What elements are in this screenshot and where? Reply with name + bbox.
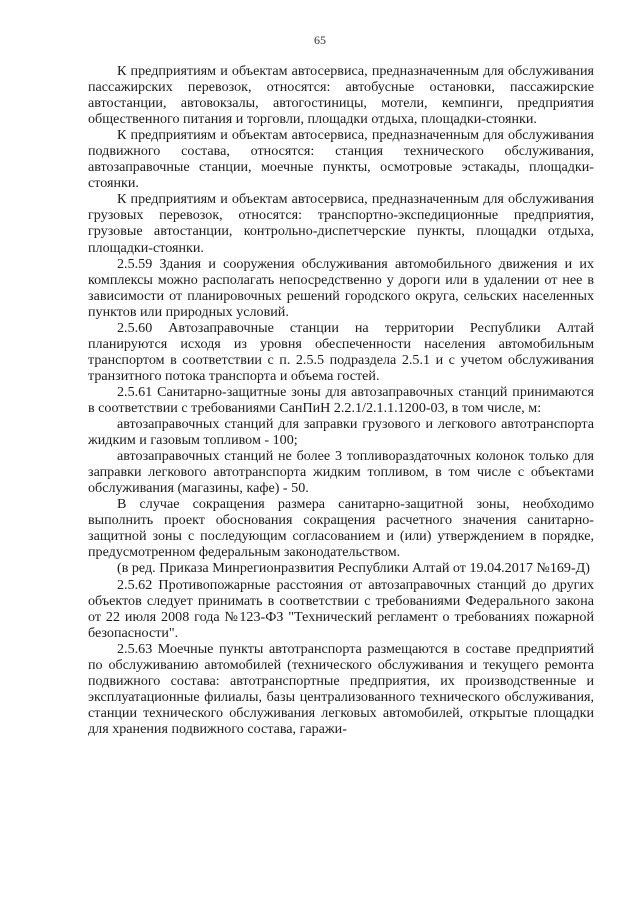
paragraph-zone-reduction: В случае сокращения размера санитарно-защитной зоны, необходимо выполнить проект обоснования сокращения расчетного значения санитарно-защитной зоны с последующим согласованием и (или) утверждением в порядке, предусмотренном федеральным законодательством. (88, 496, 594, 561)
paragraph-2-5-61: 2.5.61 Санитарно-защитные зоны для автозаправочных станций принимаются в соответствии с требованиями СанПиН 2.2.1/2.1.1.1200-03, в том числе, м: (88, 383, 594, 416)
page-number: 65 (314, 33, 326, 47)
paragraph-2-5-59: 2.5.59 Здания и сооружения обслуживания автомобильного движения и их комплексы можно располагать непосредственно у дороги или в удалении от нее в зависимости от планировочных решений городского округа, сельских населенных пунктов или природных условий. (88, 255, 594, 320)
paragraph-zone-100: автозаправочных станций для заправки грузового и легкового автотранспорта жидким и газовым топливом - 100; (88, 416, 594, 449)
paragraph-vehicle-services: К предприятиям и объектам автосервиса, предназначенным для обслуживания подвижного состава, относятся: станция технического обслуживания, автозаправочные станции, моечные пункты, осмотровые эстакады, площадки-стоянки. (88, 127, 594, 192)
document-body (88, 63, 594, 737)
paragraph-2-5-63: 2.5.63 Моечные пункты автотранспорта размещаются в составе предприятий по обслуживанию автомобилей (технического обслуживания и текущего ремонта подвижного состава: автотранспортные предприятия, их производственные и эксплуатационные филиалы, базы централизованного технического обслуживания, станции технического обслуживания легковых автомобилей, открытые площадки для хранения подвижного состава, гаражи- (88, 640, 594, 737)
paragraph-2-5-62: 2.5.62 Противопожарные расстояния от автозаправочных станций до других объектов следует принимать в соответствии с требованиями Федерального закона от 22 июля 2008 года №123-ФЗ "Технический регламент о требованиях пожарной безопасности". (88, 576, 594, 641)
paragraph-2-5-60: 2.5.60 Автозаправочные станции на территории Республики Алтай планируются исходя из уровня обеспеченности населения автомобильным транспортом в соответствии с п. 2.5.5 подраздела 2.5.1 и с учетом обслуживания транзитного потока транспорта и объема гостей. (88, 319, 594, 384)
paragraph-passenger-services: К предприятиям и объектам автосервиса, предназначенным для обслуживания пассажирских перевозок, относятся: автобусные остановки, пассажирские автостанции, автовокзалы, автогостиницы, мотели, кемпинги, предприятия общественного питания и торговли, площадки отдыха, площадки-стоянки. (88, 63, 594, 128)
paragraph-freight-services: К предприятиям и объектам автосервиса, предназначенным для обслуживания грузовых перевозок, относятся: транспортно-экспедиционные предприятия, грузовые автостанции, контрольно-диспетчерские пункты, площадки отдыха, площадки-стоянки. (88, 191, 594, 256)
paragraph-zone-50: автозаправочных станций не более 3 топливораздаточных колонок только для заправки легкового автотранспорта жидким топливом, в том числе с объектами обслуживания (магазины, кафе) - 50. (88, 448, 594, 497)
paragraph-amendment-note: (в ред. Приказа Минрегионразвития Республики Алтай от 19.04.2017 №169-Д) (117, 560, 590, 577)
